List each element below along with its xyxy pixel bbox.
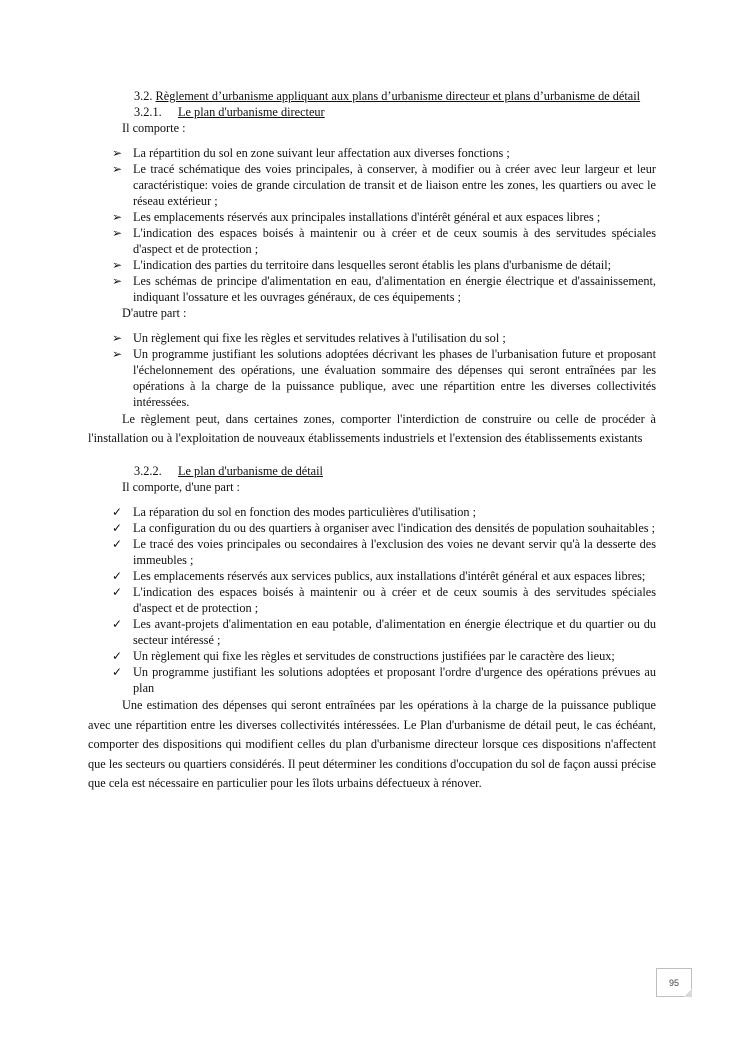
list-item-text: Les emplacements réservés aux services publics, aux installations d'intérêt général et aux espaces libres; [133, 569, 646, 583]
list-item [88, 568, 656, 584]
arrow-bullet-icon: ➢ [111, 210, 123, 224]
list-item-text: L'indication des espaces boisés à maintenir ou à créer et de ceux soumis à des servitudes spéciales d'aspect et de protection ; [133, 585, 656, 615]
check-bullet-icon: ✓ [111, 649, 123, 663]
list-item [88, 520, 656, 536]
subsection-title: Le plan d'urbanisme de détail [178, 464, 323, 478]
list-item-text: Un règlement qui fixe les règles et servitudes de constructions justifiées par le caractère des lieux; [133, 649, 615, 663]
list-item-text: Les emplacements réservés aux principales installations d'intérêt général et aux espaces libres ; [133, 210, 601, 224]
list-item [88, 145, 656, 161]
check-bullet-icon: ✓ [111, 585, 123, 599]
check-bullet-icon: ✓ [111, 569, 123, 583]
page-number-box [656, 968, 692, 997]
arrow-bullet-icon: ➢ [111, 331, 123, 345]
subsection-number: 3.2.2. [134, 464, 162, 478]
detail-paragraph: Une estimation des dépenses qui seront entraînées par les opérations à la charge de la puissance publique avec une répartition entre les diverses collectivités intéressées. Le Plan d'urbanisme de détail peut, le cas échéant, comporter des dispositions qui modifient celles du plan d'urbanisme directeur lorsque ces dispositions n'affectent que les secteurs ou quartiers considérés. Il peut déterminer les conditions d'occupation du sol de façon aussi précise que cela est nécessaire en particulier pour les îlots urbains défectueux à rénover. [88, 698, 656, 790]
detail-contents-list [88, 504, 656, 696]
list-item [88, 209, 656, 225]
list-item [88, 330, 656, 346]
document-body [88, 88, 656, 794]
section-3-2-2-heading [134, 463, 656, 479]
list-item [88, 225, 656, 257]
arrow-bullet-icon: ➢ [111, 258, 123, 272]
check-bullet-icon: ✓ [111, 537, 123, 551]
page-number: 95 [668, 977, 679, 988]
page-curl-icon [684, 989, 692, 997]
section-3-2-heading [134, 88, 656, 104]
subsection-title: Le plan d'urbanisme directeur [178, 105, 325, 119]
list-item-text: Un programme justifiant les solutions adoptées décrivant les phases de l'urbanisation future et proposant l'échelonnement des opérations, une évaluation sommaire des dépenses qui seront entraînées par les opérations à la charge de la puissance publique, avec une répartition entre les diverses collectivités intéressées. [133, 347, 656, 409]
list-item-text: Le tracé schématique des voies principales, à conserver, à modifier ou à créer avec leur largeur et leur caractéristique: voies de grande circulation de transit et de liaison entre les zones, les quartiers ou avec le réseau extérieur ; [133, 162, 656, 208]
list-item-text: Un règlement qui fixe les règles et servitudes relatives à l'utilisation du sol ; [133, 331, 506, 345]
arrow-bullet-icon: ➢ [111, 146, 123, 160]
list-item [88, 616, 656, 648]
section-title: Règlement d’urbanisme appliquant aux plans d’urbanisme directeur et plans d’urbanisme de détail [155, 89, 641, 103]
list-item-text: La réparation du sol en fonction des modes particulières d'utilisation ; [133, 505, 477, 519]
list-item-text: L'indication des espaces boisés à maintenir ou à créer et de ceux soumis à des servitudes spéciales d'aspect et de protection ; [133, 226, 656, 256]
list-item-text: Le tracé des voies principales ou secondaires à l'exclusion des voies ne devant servir qu'à la desserte des immeubles ; [133, 537, 656, 567]
directeur-other-list [88, 330, 656, 410]
intro-line: Il comporte : [122, 121, 186, 135]
arrow-bullet-icon: ➢ [111, 162, 123, 176]
list-item [88, 584, 656, 616]
arrow-bullet-icon: ➢ [111, 226, 123, 240]
list-item [88, 273, 656, 305]
list-item [88, 346, 656, 410]
list-item [88, 648, 656, 664]
section-number: 3.2. [134, 89, 153, 103]
directeur-contents-list [88, 145, 656, 305]
list-item [88, 504, 656, 520]
list-item-text: Les avant-projets d'alimentation en eau potable, d'alimentation en énergie électrique et du quartier ou du secteur intéressé ; [133, 617, 656, 647]
subsection-number: 3.2.1. [134, 105, 162, 119]
check-bullet-icon: ✓ [111, 521, 123, 535]
list-item-text: Les schémas de principe d'alimentation en eau, d'alimentation en énergie électrique et d'assainissement, indiquant l'ossature et les ouvrages généraux, de ces équipements ; [133, 274, 656, 304]
list-item-text: La répartition du sol en zone suivant leur affectation aux diverses fonctions ; [133, 146, 510, 160]
list-item [88, 161, 656, 209]
check-bullet-icon: ✓ [111, 505, 123, 519]
section-3-2-1-heading [134, 104, 656, 120]
intro-line: Il comporte, d'une part : [122, 480, 240, 494]
check-bullet-icon: ✓ [111, 665, 123, 679]
list-item-text: L'indication des parties du territoire dans lesquelles seront établis les plans d'urbanisme de détail; [133, 258, 612, 272]
arrow-bullet-icon: ➢ [111, 347, 123, 361]
list-item [88, 257, 656, 273]
directeur-paragraph: Le règlement peut, dans certaines zones, comporter l'interdiction de construire ou celle de procéder à l'installation ou à l'exploitation de nouveaux établissements industriels et l'extension des établissements existants [88, 412, 656, 445]
list-item [88, 536, 656, 568]
other-part-line: D'autre part : [122, 306, 187, 320]
list-item-text: La configuration du ou des quartiers à organiser avec l'indication des densités de population souhaitables ; [133, 521, 656, 535]
arrow-bullet-icon: ➢ [111, 274, 123, 288]
list-item-text: Un programme justifiant les solutions adoptées et proposant l'ordre d'urgence des opérations prévues au plan [133, 665, 656, 695]
list-item [88, 664, 656, 696]
check-bullet-icon: ✓ [111, 617, 123, 631]
